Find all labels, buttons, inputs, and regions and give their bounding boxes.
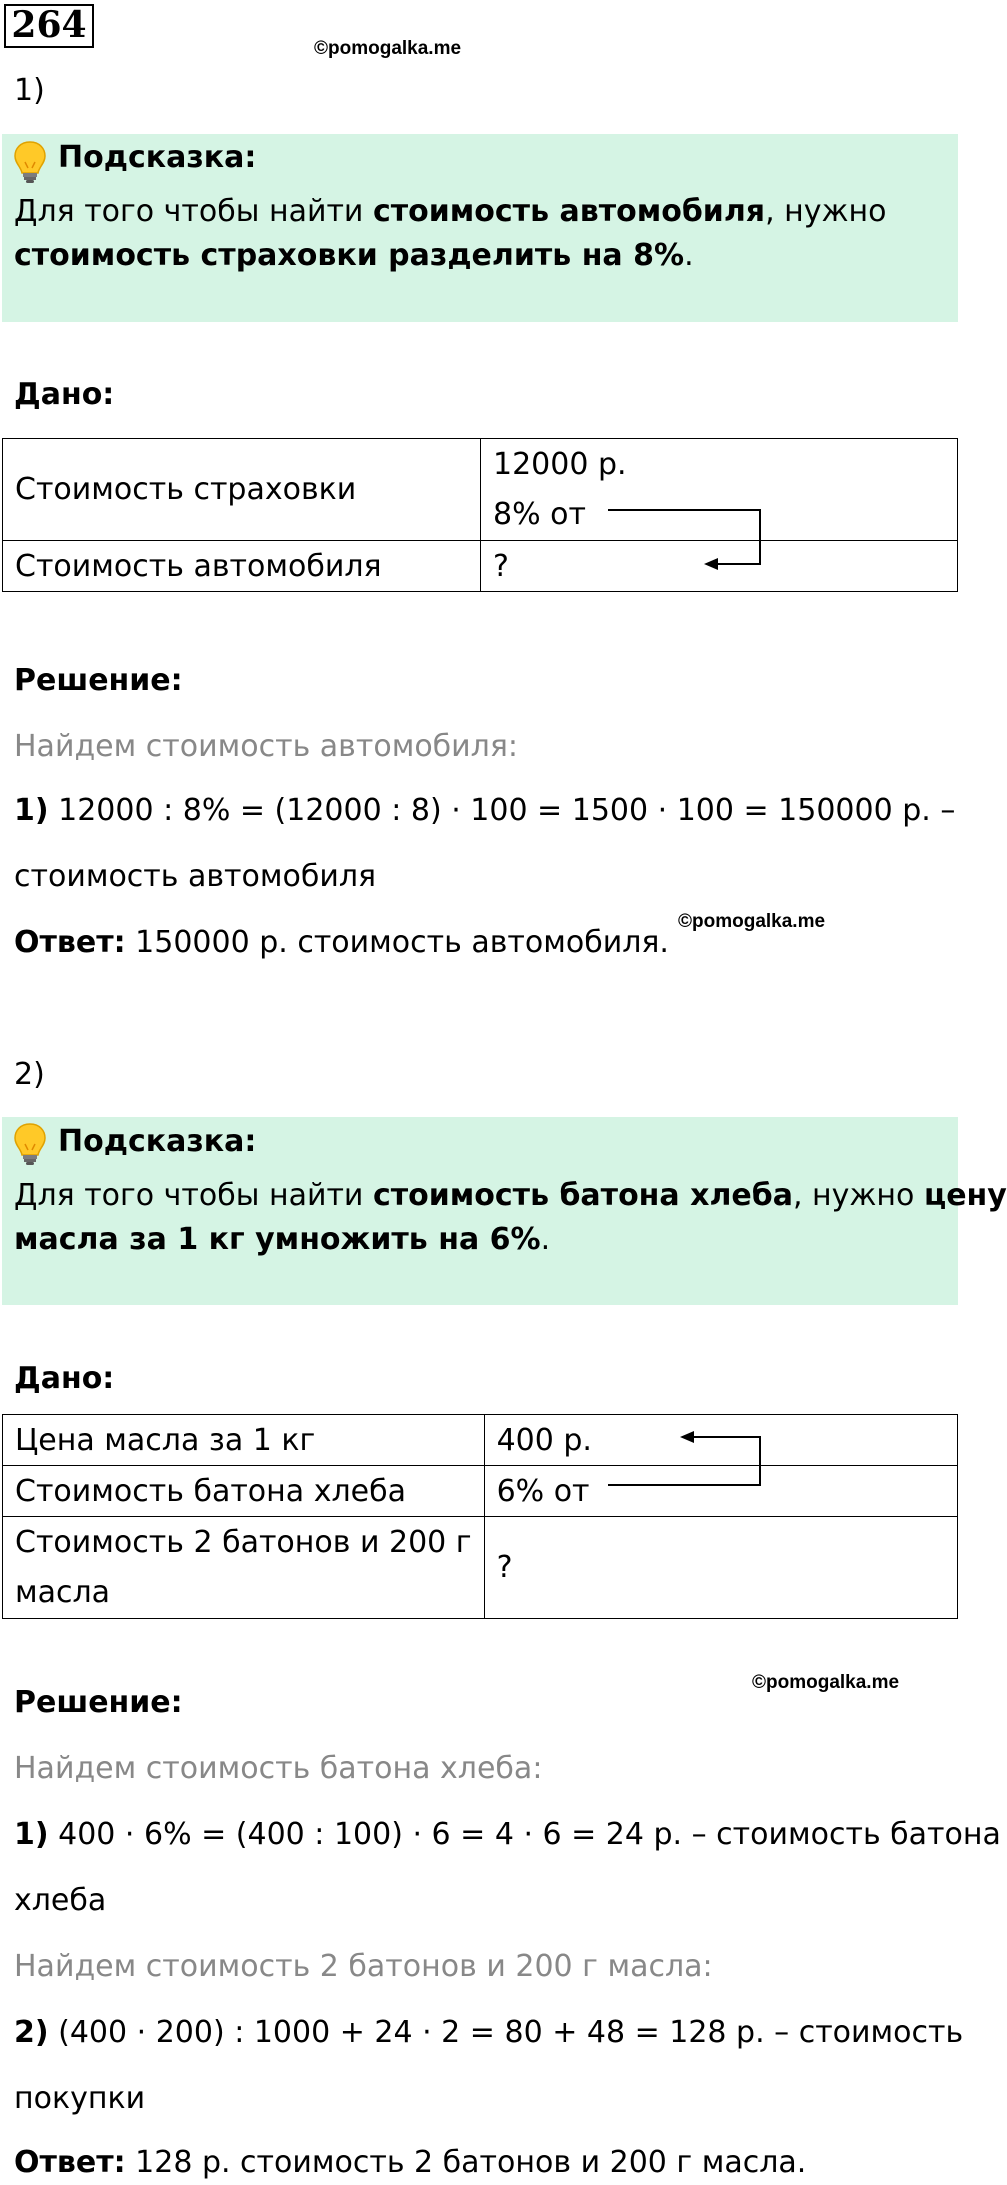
table-cell: ?	[481, 541, 958, 592]
part1-label: 1)	[14, 73, 45, 108]
problem-number: 264	[4, 4, 94, 48]
part2-step2-cont: покупки	[14, 2081, 146, 2116]
part1-hint-text: Для того чтобы найти стоимость автомобиля, нужно стоимость страховки разделить на 8%.	[14, 194, 887, 273]
table-cell: Стоимость автомобиля	[3, 541, 481, 592]
table-cell: Стоимость 2 батонов и 200 г масла	[3, 1517, 485, 1619]
part2-step1-intro: Найдем стоимость батона хлеба:	[14, 1751, 543, 1786]
table-cell: Цена масла за 1 кг	[3, 1415, 485, 1466]
part2-label: 2)	[14, 1057, 45, 1092]
table-cell: Стоимость страховки	[3, 439, 481, 541]
table-cell: ?	[484, 1517, 957, 1619]
table-cell: 6% от	[484, 1466, 957, 1517]
part2-given-title: Дано:	[14, 1361, 115, 1396]
table-cell: Стоимость батона хлеба	[3, 1466, 485, 1517]
part2-solution-title: Решение:	[14, 1685, 183, 1720]
part2-answer: Ответ: 128 р. стоимость 2 батонов и 200 г масла.	[14, 2145, 807, 2180]
table-cell: 12000 р. 8% от	[481, 439, 958, 541]
part1-solution-title: Решение:	[14, 663, 183, 698]
part1-hint-title: Подсказка:	[58, 140, 257, 175]
watermark: ©pomogalka.me	[314, 38, 462, 59]
part1-answer: Ответ: 150000 р. стоимость автомобиля.	[14, 925, 669, 960]
part2-step1: 1) 400 · 6% = (400 : 100) · 6 = 4 · 6 = 24 р. – стоимость батона	[14, 1817, 1001, 1852]
watermark: ©pomogalka.me	[678, 911, 826, 932]
watermark: ©pomogalka.me	[752, 1672, 900, 1693]
table-cell: 400 р.	[484, 1415, 957, 1466]
part2-hint-text: Для того чтобы найти стоимость батона хлеба, нужно цену масла за 1 кг умножить на 6%.	[14, 1178, 1007, 1257]
part1-given-title: Дано:	[14, 377, 115, 412]
part1-step: 1) 12000 : 8% = (12000 : 8) · 100 = 1500 · 100 = 150000 р. –	[14, 793, 956, 828]
part2-hint-title: Подсказка:	[58, 1124, 257, 1159]
part2-step2: 2) (400 · 200) : 1000 + 24 · 2 = 80 + 48 = 128 р. – стоимость	[14, 2015, 964, 2050]
part2-step1-cont: хлеба	[14, 1883, 107, 1918]
part1-step-cont: стоимость автомобиля	[14, 859, 377, 894]
part2-step2-intro: Найдем стоимость 2 батонов и 200 г масла:	[14, 1949, 713, 1984]
part1-step-intro: Найдем стоимость автомобиля:	[14, 729, 519, 764]
